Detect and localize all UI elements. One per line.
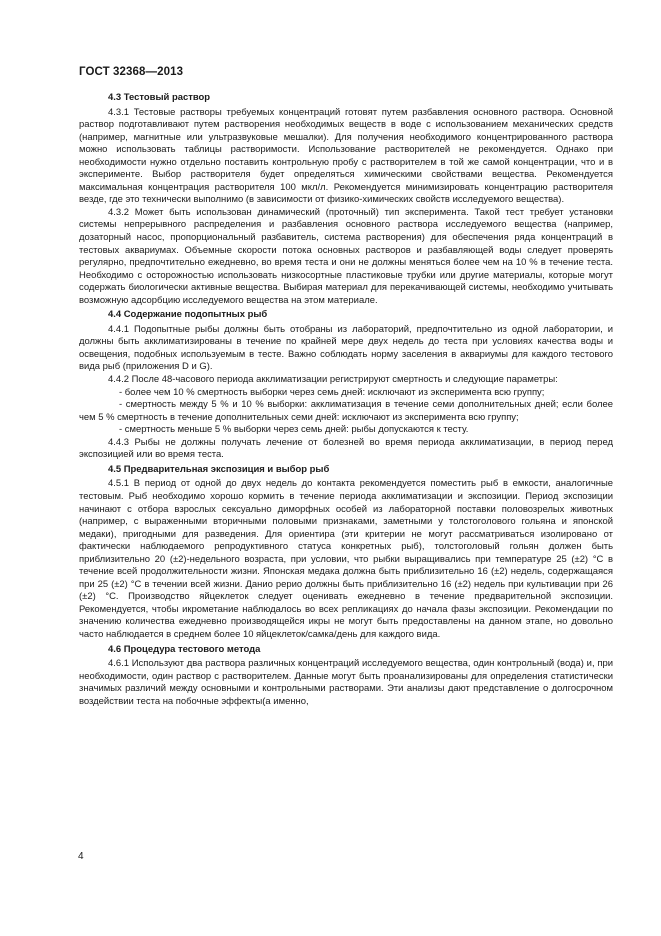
section-heading: 4.4 Содержание подопытных рыб — [108, 309, 268, 321]
paragraph: 4.5.1 В период от одной до двух недель до контакта рекомендуется поместить рыб в емкости, аналогичные тестовым. Рыб необходимо хорошо кормить в течение периода акклиматизации и экспозиции. Период экспозиции начинают с отбора взрослых сексуально диморфных особей из лабораторной поставки половозрелых животных (например, с выраженными вторичными половыми признаками, заметными у толстоголового гольяна и японской медаки), пригодными для разведения. Для ориентира (эти критерии не могут рассматриваться изолировано от фактически наблюдаемого репродуктивного статуса конкретных рыб), толстоголовый гольян должен быть приблизительно 20 (±2)-недельного возраста, при условии, что рыбки выращивались при температуре 25 (±2) °С в течение всей продолжительности жизни. Японская медака должна быть приблизительно 16 (±2) недель, содержащаяся при 25 (±2) °С в течении всей жизни. Данио рерио должны быть приблизительно 16 (±2) недель при культивации при 26 (±2) °С. Производство яйцеклеток следует оценивать ежедневно в течение предварительной экспозиции. Рекомендуется, чтобы икрометание наблюдалось во всех репликациях до начала фазы экспозиции. Рекомендации по значению количества ежедневно производящейся икры не могут быть предоставлены на данном этапе, но довольно часто наблюдается в среднем более 10 яйцеклеток/самка/день для каждого вида. — [79, 478, 613, 640]
section-heading: 4.6 Процедура тестового метода — [108, 643, 261, 655]
list-item: - более чем 10 % смертность выборки через семь дней: исключают из эксперимента всю группу; — [119, 386, 545, 398]
paragraph: 4.3.2 Может быть использован динамический (проточный) тип эксперимента. Такой тест требует установки системы непрерывного распределения и разбавления основного раствора исследуемого вещества (например, дозаторный насос, пропорциональный разбавитель, система растворения) для обеспечения ряда концентраций в тестовых аквариумах. Объемные скорости потока основных растворов и разбавляющей воды следует проверять регулярно, предпочтительно ежедневно, во время теста и они не должны меняться более чем на 10 % в течение теста. Необходимо с осторожностью использовать низкосортные пластиковые трубки или другие материалы, которые могут содержать биологически активные вещества. Выбирая материал для перекачивающей системы, необходимо учитывать возможную адсорбцию исследуемого вещества на этом материале. — [79, 206, 613, 306]
paragraph: 4.4.3 Рыбы не должны получать лечение от болезней во время периода акклиматизации, в период перед экспозицией или во время теста. — [79, 436, 613, 461]
paragraph: 4.3.1 Тестовые растворы требуемых концентраций готовят путем разбавления основного раствора. Основной раствор подготавливают путем растворения необходимых веществ в воде с использованием механических средств (например, магнитные или ультразвуковые мешалки). Для получения необходимого концентрированного раствора можно использовать таблицы растворимости. Использование растворителей не рекомендуется. Однако при необходимости нужно отдельно поставить контрольную пробу с растворителем в той же самой концентрации, что и в эксперименте. Выбор растворителя будет определяться химическими свойствами вещества. Рекомендуется максимальная концентрация растворителя 100 мкл/л. Рекомендуется минимизировать концентрацию растворителя везде, где это технически выполнимо (в зависимости от физико-химических свойств исследуемого вещества). — [79, 106, 613, 206]
section-heading: 4.3 Тестовый раствор — [108, 92, 211, 103]
page-number: 4 — [78, 851, 84, 862]
list-item: - смертность между 5 % и 10 % выборки: акклиматизация в течение семи дополнительных дней; если более чем 5 % смертность в течение дополнительных семи дней: исключают из эксперимента всю группу; — [79, 399, 613, 423]
list-item: - смертность меньше 5 % выборки через семь дней: рыбы допускаются к тесту. — [119, 424, 469, 436]
paragraph: 4.6.1 Используют два раствора различных концентраций исследуемого вещества, один контрольный (вода) и, при необходимости, один раствор с растворителем. Данные могут быть проанализированы для определения статистически значимых различий между основными и контрольными растворами. Эти анализы дают представление о долгосрочном воздействии теста на побочные эффекты(а именно, — [79, 658, 613, 707]
paragraph: 4.4.1 Подопытные рыбы должны быть отобраны из лабораторий, предпочтительно из одной лаборатории, и должны быть акклиматизированы в течение по крайней мере двух недель до теста при условиях качества воды и освещения, подобных используемым в тесте. Важно соблюдать норму заселения в аквариумы для каждого тестового вида рыб (приложения D и G). — [79, 323, 613, 373]
section-heading: 4.5 Предварительная экспозиция и выбор рыб — [108, 463, 330, 475]
document-header — [79, 66, 183, 78]
standard-designation: ГОСТ 32368—2013 — [79, 66, 184, 78]
paragraph: 4.4.2 После 48-часового периода акклиматизации регистрируют смертность и следующие параметры: — [108, 374, 558, 386]
document-body — [79, 92, 613, 708]
